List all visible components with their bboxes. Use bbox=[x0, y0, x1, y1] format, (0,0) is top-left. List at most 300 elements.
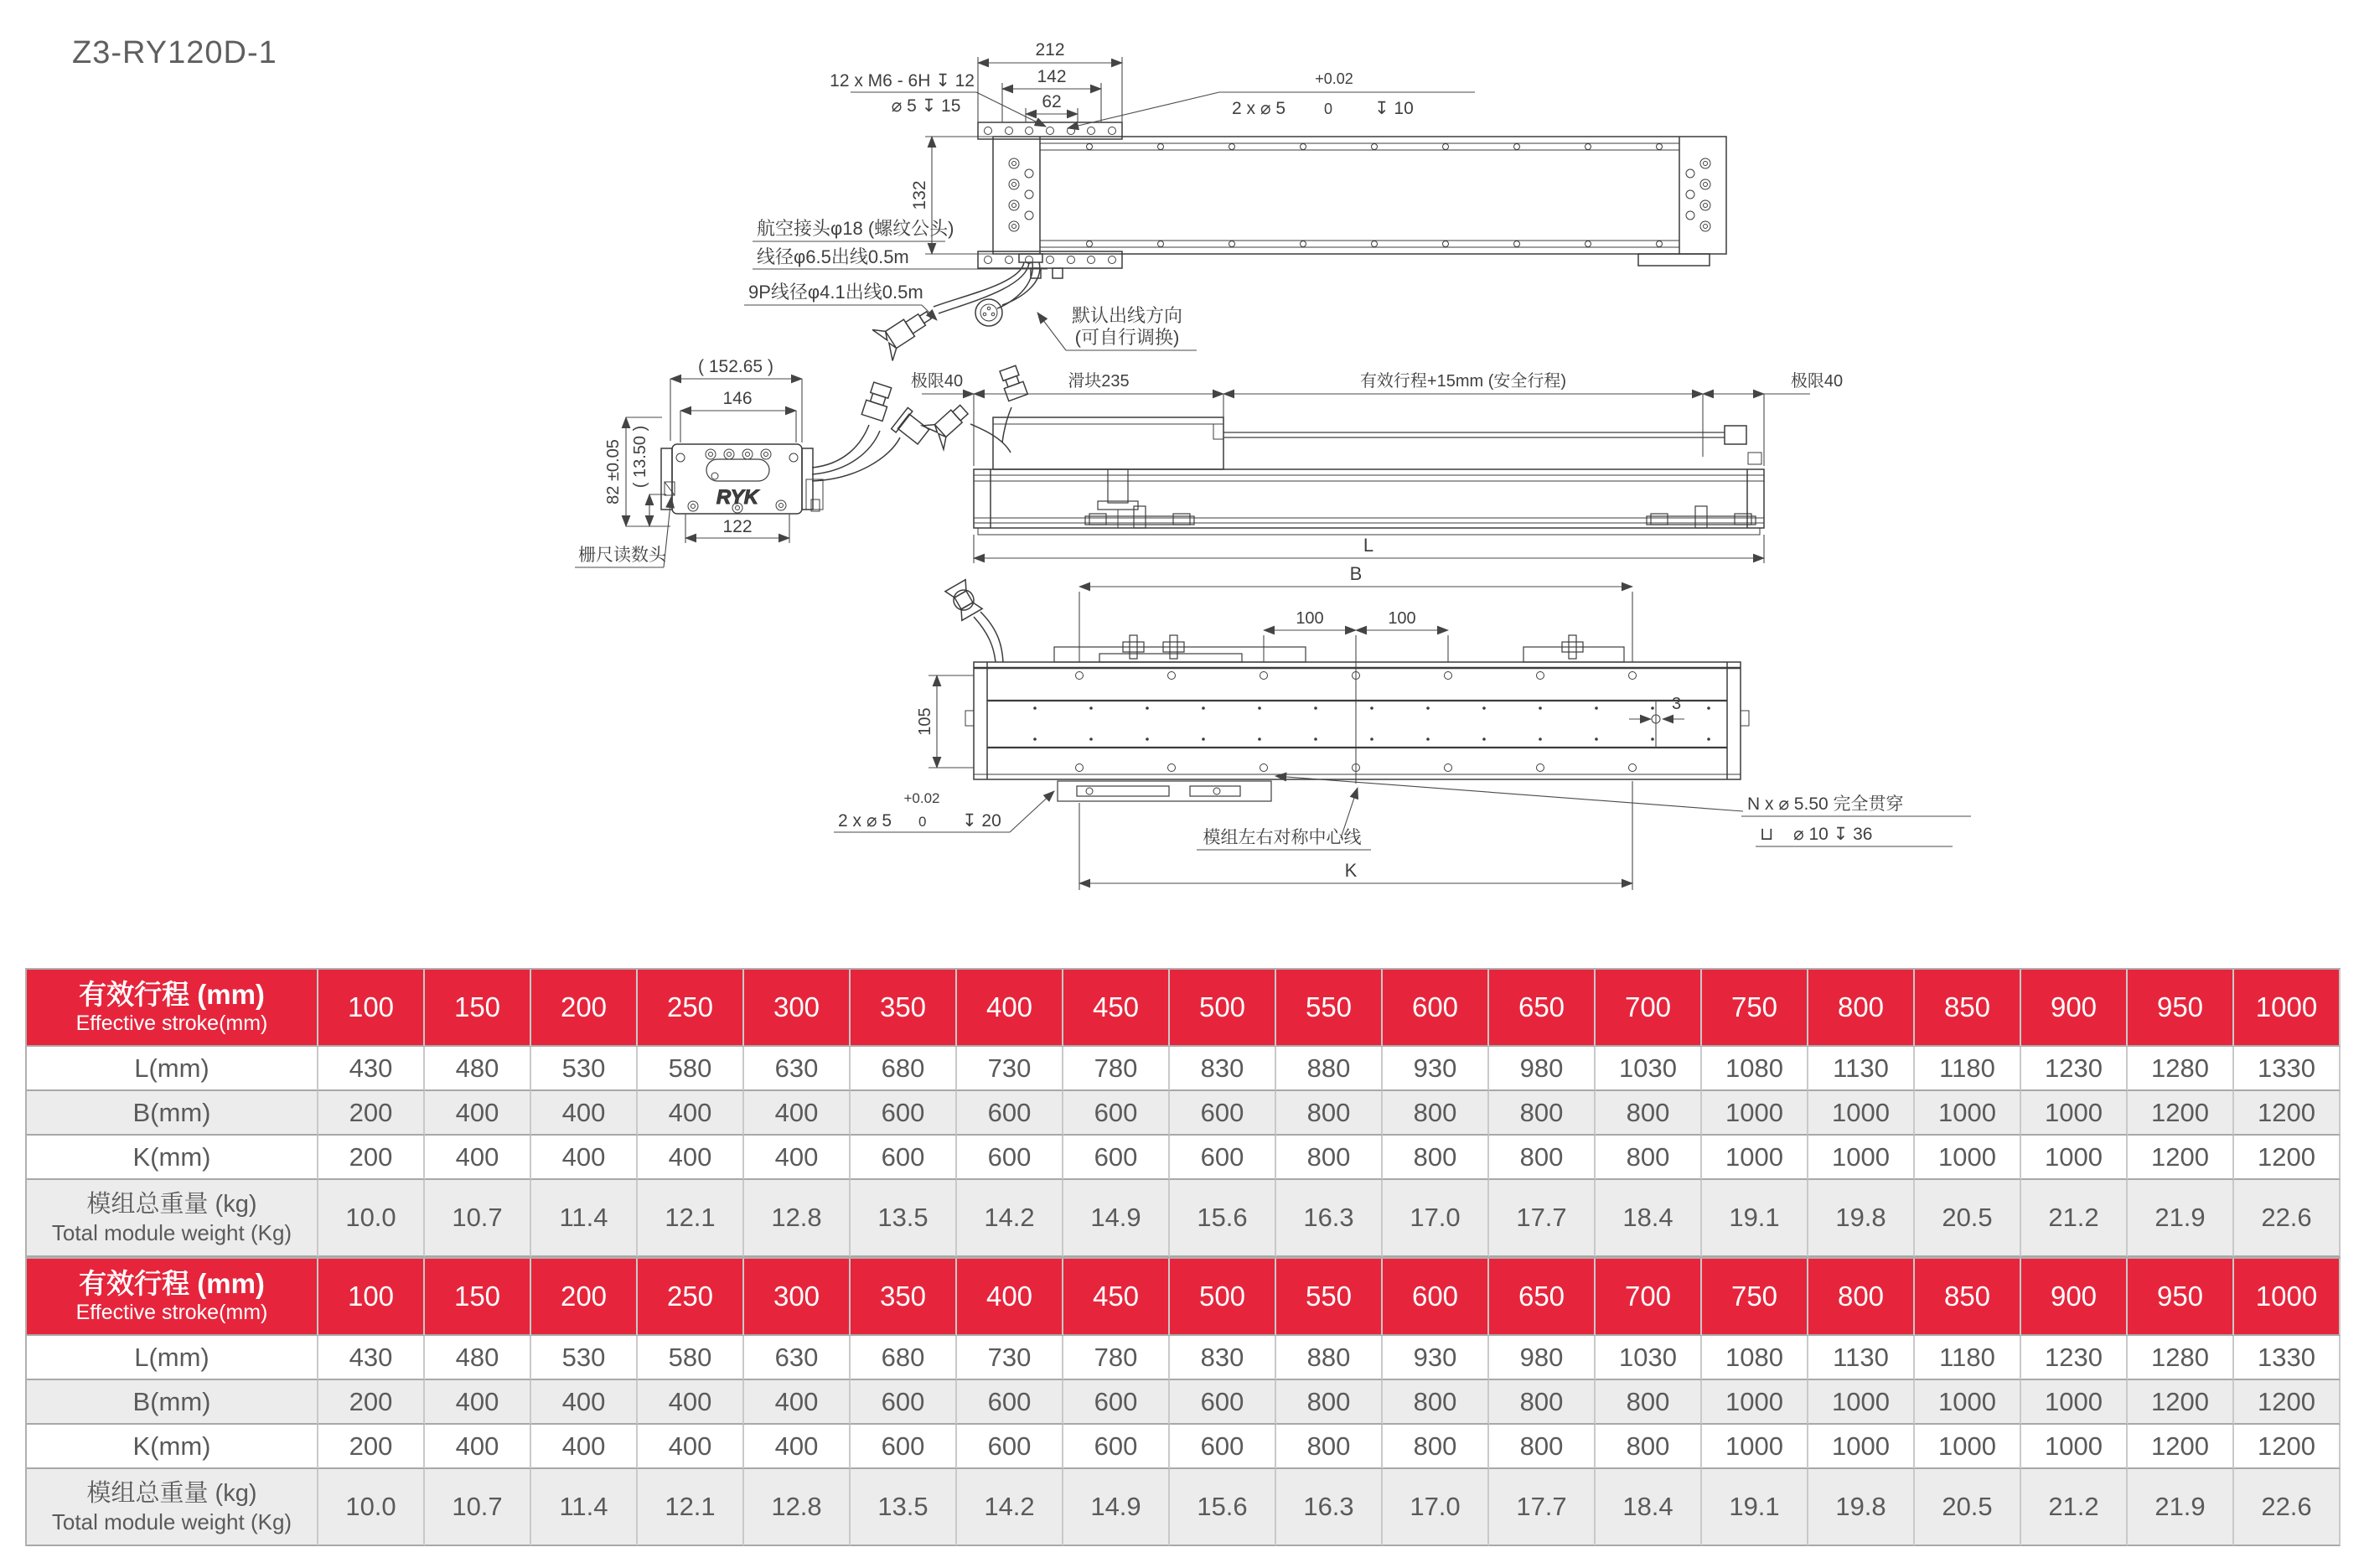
svg-text:(可自行调换): (可自行调换) bbox=[1074, 327, 1180, 348]
table-cell bbox=[318, 1091, 425, 1136]
callout-dowel-bottom bbox=[834, 790, 1054, 832]
weight-cell bbox=[1702, 1180, 1808, 1257]
weight-cell bbox=[425, 1180, 531, 1257]
weight-cell-text: 16.3 bbox=[1303, 1203, 1354, 1232]
callout-through-holes bbox=[1275, 776, 1971, 846]
table-cell-text: 800 bbox=[1626, 1141, 1670, 1172]
table-cell bbox=[318, 1047, 425, 1091]
table-cell-text: 630 bbox=[774, 1053, 819, 1083]
weight-cell-text: 12.8 bbox=[771, 1492, 822, 1521]
table-cell-text: 1000 bbox=[1725, 1431, 1783, 1461]
table-cell bbox=[638, 1047, 744, 1091]
table-cell-text: 1200 bbox=[2151, 1141, 2209, 1172]
table-cell bbox=[2234, 1425, 2341, 1469]
weight-cell bbox=[1915, 1469, 2021, 1546]
table-cell-text: 600 bbox=[881, 1386, 925, 1416]
table-cell-text: 400 bbox=[668, 1141, 712, 1172]
table-cell-text: 400 bbox=[774, 1141, 819, 1172]
table-cell bbox=[1596, 1336, 1702, 1380]
weight-cell bbox=[1276, 1180, 1383, 1257]
weight-cell bbox=[638, 1469, 744, 1546]
table-cell bbox=[1915, 1136, 2021, 1180]
table-cell bbox=[1808, 1091, 1915, 1136]
weight-cell-text: 20.5 bbox=[1942, 1203, 1993, 1232]
table-cell bbox=[1063, 1336, 1170, 1380]
stroke-header-value-text: 850 bbox=[1943, 1281, 1991, 1312]
table-cell-text: 1000 bbox=[1832, 1386, 1890, 1416]
table-cell-text: 1230 bbox=[2045, 1342, 2103, 1372]
table-cell-text: 1000 bbox=[1832, 1431, 1890, 1461]
weight-cell-text: 22.6 bbox=[2261, 1203, 2312, 1232]
weight-cell bbox=[1383, 1469, 1489, 1546]
stroke-header-value bbox=[531, 970, 638, 1047]
table-cell bbox=[744, 1425, 851, 1469]
weight-cell-text: 12.8 bbox=[771, 1203, 822, 1232]
svg-text:⌀ 5 ↧ 15: ⌀ 5 ↧ 15 bbox=[891, 96, 961, 116]
stroke-header-value bbox=[1808, 1259, 1915, 1336]
table-cell bbox=[1596, 1136, 1702, 1180]
table-cell-text: 200 bbox=[349, 1431, 393, 1461]
table-cell-text: 400 bbox=[668, 1386, 712, 1416]
table-cell-text: 400 bbox=[774, 1097, 819, 1127]
table-cell bbox=[1383, 1380, 1489, 1425]
aviation-connector-icon bbox=[975, 299, 1002, 326]
table-cell-text: 1000 bbox=[2045, 1141, 2103, 1172]
stroke-header-value bbox=[1808, 970, 1915, 1047]
stroke-header-value bbox=[318, 1259, 425, 1336]
top-view-cables bbox=[872, 254, 1042, 360]
table-cell-text: 800 bbox=[1626, 1386, 1670, 1416]
table-cell bbox=[1170, 1136, 1276, 1180]
end-view-cables bbox=[812, 381, 932, 481]
table-cell-text: 400 bbox=[668, 1431, 712, 1461]
table-cell-text: 1030 bbox=[1619, 1053, 1677, 1083]
stroke-header-value bbox=[1383, 1259, 1489, 1336]
center-line-label bbox=[1197, 788, 1371, 850]
weight-cell bbox=[2234, 1469, 2341, 1546]
table-cell-text: 800 bbox=[1519, 1431, 1564, 1461]
table-cell-text: 1000 bbox=[2045, 1097, 2103, 1127]
svg-text:2 x ⌀ 5: 2 x ⌀ 5 bbox=[838, 811, 892, 831]
table-cell-text: 1000 bbox=[1725, 1141, 1783, 1172]
table-cell bbox=[2234, 1136, 2341, 1180]
weight-cell bbox=[1702, 1469, 1808, 1546]
weight-cell-text: 15.6 bbox=[1197, 1203, 1248, 1232]
stroke-header-value bbox=[638, 1259, 744, 1336]
table-cell bbox=[957, 1380, 1063, 1425]
table-cell-text: 1200 bbox=[2151, 1386, 2209, 1416]
stroke-header-label bbox=[27, 1259, 318, 1336]
weight-cell bbox=[2128, 1469, 2234, 1546]
stroke-header-value-text: 450 bbox=[1092, 991, 1140, 1022]
stroke-header-value-text: 400 bbox=[985, 991, 1033, 1022]
table-cell bbox=[851, 1047, 957, 1091]
weight-cell bbox=[1276, 1469, 1383, 1546]
row-label bbox=[27, 1136, 318, 1180]
bottom-view-dots bbox=[1033, 706, 1710, 741]
table-cell bbox=[2021, 1336, 2128, 1380]
stroke-header-value-text: 150 bbox=[453, 991, 501, 1022]
9p-plug-icon bbox=[923, 398, 975, 450]
table-cell bbox=[425, 1380, 531, 1425]
stroke-header-value-text: 550 bbox=[1305, 991, 1353, 1022]
table-cell bbox=[531, 1091, 638, 1136]
stroke-header-value bbox=[425, 1259, 531, 1336]
table-cell bbox=[1489, 1336, 1596, 1380]
table-cell-text: 800 bbox=[1306, 1431, 1351, 1461]
table-cell-text: 400 bbox=[774, 1386, 819, 1416]
table-cell bbox=[1915, 1336, 2021, 1380]
stroke-header-label-text: Effective stroke(mm) bbox=[75, 1300, 268, 1324]
table-cell-text: 1000 bbox=[1725, 1097, 1783, 1127]
table-cell-text: 980 bbox=[1519, 1053, 1564, 1083]
9p-plug-icon bbox=[872, 300, 939, 361]
stroke-header-value bbox=[744, 1259, 851, 1336]
dim-3 bbox=[1629, 695, 1684, 748]
stroke-header-value-text: 350 bbox=[879, 991, 927, 1022]
table-cell bbox=[1063, 1047, 1170, 1091]
table-cell-text: 200 bbox=[349, 1386, 393, 1416]
row-label-text: L(mm) bbox=[134, 1053, 210, 1083]
weight-cell-text: 11.4 bbox=[559, 1492, 608, 1521]
weight-cell-text: 10.7 bbox=[452, 1203, 503, 1232]
svg-text:滑块235: 滑块235 bbox=[1068, 372, 1130, 391]
table-cell-text: 1030 bbox=[1619, 1342, 1677, 1372]
table-cell-text: 930 bbox=[1413, 1342, 1457, 1372]
weight-row-label bbox=[27, 1180, 318, 1257]
weight-cell bbox=[1808, 1469, 1915, 1546]
row-label bbox=[27, 1380, 318, 1425]
table-cell-text: 980 bbox=[1519, 1342, 1564, 1372]
table-cell bbox=[318, 1380, 425, 1425]
weight-cell bbox=[318, 1469, 425, 1546]
table-cell bbox=[744, 1380, 851, 1425]
table-cell bbox=[2021, 1380, 2128, 1425]
table-cell bbox=[1702, 1047, 1808, 1091]
weight-cell bbox=[2128, 1180, 2234, 1257]
stroke-header-value-text: 550 bbox=[1305, 1281, 1353, 1312]
table-cell-text: 1230 bbox=[2045, 1053, 2103, 1083]
table-cell-text: 1200 bbox=[2258, 1141, 2315, 1172]
weight-cell bbox=[425, 1469, 531, 1546]
weight-cell-text: 11.4 bbox=[559, 1203, 608, 1232]
stroke-header-value-text: 300 bbox=[773, 1281, 820, 1312]
table-cell bbox=[638, 1136, 744, 1180]
top-view-labels bbox=[744, 218, 1197, 350]
brand-logo: RYK bbox=[716, 486, 759, 509]
table-cell bbox=[531, 1380, 638, 1425]
table-cell bbox=[2128, 1047, 2234, 1091]
table-cell-text: 600 bbox=[1094, 1386, 1138, 1416]
weight-cell bbox=[1915, 1180, 2021, 1257]
table-cell-text: 930 bbox=[1413, 1053, 1457, 1083]
weight-cell bbox=[318, 1180, 425, 1257]
stroke-header-value bbox=[1170, 970, 1276, 1047]
stroke-header-value-text: 500 bbox=[1198, 991, 1246, 1022]
weight-cell-text: 10.7 bbox=[452, 1492, 503, 1521]
weight-row-label-text: Total module weight (Kg) bbox=[51, 1219, 292, 1245]
table-cell bbox=[638, 1091, 744, 1136]
svg-text:9P线径φ4.1出线0.5m: 9P线径φ4.1出线0.5m bbox=[748, 282, 923, 303]
svg-text:L: L bbox=[1363, 535, 1374, 556]
right-bottom-plate bbox=[1638, 254, 1710, 266]
bottom-view-plates bbox=[1054, 635, 1624, 662]
table-cell-text: 1180 bbox=[1939, 1342, 1995, 1372]
weight-cell-text: 15.6 bbox=[1197, 1492, 1248, 1521]
stroke-header-value bbox=[2234, 970, 2341, 1047]
table-cell-text: 1000 bbox=[1725, 1386, 1783, 1416]
table-cell bbox=[1808, 1136, 1915, 1180]
weight-cell-text: 20.5 bbox=[1942, 1492, 1993, 1521]
stroke-header-value-text: 450 bbox=[1092, 1281, 1140, 1312]
weight-cell bbox=[531, 1180, 638, 1257]
table-cell bbox=[1276, 1336, 1383, 1380]
spec-table-1 bbox=[25, 968, 2341, 1257]
stroke-header-label-text: 有效行程 (mm) bbox=[79, 979, 265, 1011]
svg-text:有效行程+15mm (安全行程): 有效行程+15mm (安全行程) bbox=[1359, 372, 1567, 391]
table-cell bbox=[744, 1336, 851, 1380]
svg-text:↧ 20: ↧ 20 bbox=[962, 811, 1001, 831]
stroke-header-value-text: 950 bbox=[2156, 1281, 2204, 1312]
table-cell-text: 600 bbox=[1094, 1431, 1138, 1461]
weight-cell bbox=[851, 1469, 957, 1546]
weight-cell bbox=[1489, 1469, 1596, 1546]
stroke-header-value-text: 650 bbox=[1518, 991, 1565, 1022]
table-cell bbox=[2128, 1091, 2234, 1136]
stroke-header-value bbox=[744, 970, 851, 1047]
rail-screws bbox=[1087, 144, 1663, 247]
table-cell-text: 1280 bbox=[2151, 1342, 2209, 1372]
row-label bbox=[27, 1336, 318, 1380]
table-cell bbox=[851, 1380, 957, 1425]
table-cell-text: 200 bbox=[349, 1097, 393, 1127]
top-view-body bbox=[993, 137, 1726, 254]
svg-text:K: K bbox=[1344, 860, 1358, 881]
stroke-header-value bbox=[1383, 970, 1489, 1047]
table-cell-text: 1180 bbox=[1939, 1053, 1995, 1083]
stroke-header-value-text: 750 bbox=[1730, 1281, 1778, 1312]
weight-cell bbox=[957, 1469, 1063, 1546]
bottom-view-body bbox=[965, 662, 1749, 779]
table-cell bbox=[2021, 1136, 2128, 1180]
stroke-header-label-text: 有效行程 (mm) bbox=[79, 1268, 265, 1300]
weight-cell-text: 21.2 bbox=[2048, 1492, 2099, 1521]
table-cell-text: 800 bbox=[1306, 1141, 1351, 1172]
table-cell bbox=[1170, 1380, 1276, 1425]
svg-text:极限40: 极限40 bbox=[1790, 372, 1844, 391]
weight-cell-text: 13.5 bbox=[877, 1203, 929, 1232]
weight-cell-text: 21.9 bbox=[2154, 1203, 2206, 1232]
weight-cell bbox=[1170, 1180, 1276, 1257]
table-cell bbox=[744, 1091, 851, 1136]
table-cell bbox=[425, 1136, 531, 1180]
stroke-header-value-text: 250 bbox=[666, 1281, 714, 1312]
table-cell-text: 400 bbox=[561, 1097, 606, 1127]
weight-cell bbox=[1170, 1469, 1276, 1546]
weight-cell-text: 19.1 bbox=[1729, 1203, 1780, 1232]
svg-text:82 ±0.05: 82 ±0.05 bbox=[604, 439, 623, 505]
bottom-view bbox=[834, 563, 1971, 890]
weight-cell-text: 12.1 bbox=[665, 1203, 716, 1232]
weight-cell bbox=[1383, 1180, 1489, 1257]
stroke-header-value-text: 700 bbox=[1624, 1281, 1672, 1312]
table-cell bbox=[1915, 1425, 2021, 1469]
table-cell-text: 1000 bbox=[1938, 1431, 1996, 1461]
svg-text:0: 0 bbox=[918, 814, 927, 830]
stroke-header-value-text: 900 bbox=[2050, 991, 2098, 1022]
table-cell-text: 580 bbox=[668, 1053, 712, 1083]
side-view-body bbox=[974, 417, 1764, 535]
svg-text:100: 100 bbox=[1388, 609, 1416, 628]
table-cell-text: 400 bbox=[561, 1431, 606, 1461]
weight-cell bbox=[1596, 1180, 1702, 1257]
table-cell bbox=[2234, 1091, 2341, 1136]
weight-cell-text: 14.9 bbox=[1090, 1203, 1141, 1232]
bottom-view-plug bbox=[945, 580, 1003, 662]
table-cell bbox=[1170, 1047, 1276, 1091]
table-cell bbox=[531, 1425, 638, 1469]
table-cell bbox=[1489, 1425, 1596, 1469]
table-cell bbox=[425, 1047, 531, 1091]
stroke-header-value bbox=[1063, 1259, 1170, 1336]
stroke-header-value-text: 150 bbox=[453, 1281, 501, 1312]
table-cell bbox=[531, 1136, 638, 1180]
table-cell bbox=[744, 1047, 851, 1091]
svg-text:⊔: ⊔ bbox=[1760, 825, 1774, 844]
table-cell bbox=[1808, 1425, 1915, 1469]
table-cell-text: 600 bbox=[1200, 1097, 1244, 1127]
table-cell-text: 1200 bbox=[2258, 1431, 2315, 1461]
table-cell-text: 1280 bbox=[2151, 1053, 2209, 1083]
stroke-header-value-text: 250 bbox=[666, 991, 714, 1022]
table-cell bbox=[1383, 1047, 1489, 1091]
table-cell bbox=[2021, 1091, 2128, 1136]
table-cell-text: 430 bbox=[349, 1053, 393, 1083]
table-cell-text: 1000 bbox=[1938, 1097, 1996, 1127]
stroke-header-value bbox=[2128, 970, 2234, 1047]
svg-text:线径φ6.5出线0.5m: 线径φ6.5出线0.5m bbox=[757, 246, 909, 267]
stroke-header-value bbox=[425, 970, 531, 1047]
svg-text:N x ⌀ 5.50 完全贯穿: N x ⌀ 5.50 完全贯穿 bbox=[1747, 794, 1904, 814]
table-cell-text: 1000 bbox=[1938, 1386, 1996, 1416]
weight-cell-text: 19.8 bbox=[1835, 1203, 1886, 1232]
table-cell-text: 530 bbox=[561, 1342, 606, 1372]
stroke-header-value-text: 200 bbox=[560, 991, 608, 1022]
table-cell bbox=[638, 1336, 744, 1380]
table-cell-text: 400 bbox=[455, 1431, 499, 1461]
table-cell bbox=[2234, 1336, 2341, 1380]
stroke-header-value bbox=[1915, 970, 2021, 1047]
table-cell-text: 880 bbox=[1306, 1342, 1351, 1372]
table-cell bbox=[1915, 1047, 2021, 1091]
weight-cell-text: 14.2 bbox=[984, 1492, 1035, 1521]
table-cell bbox=[1383, 1091, 1489, 1136]
table-cell bbox=[1702, 1136, 1808, 1180]
weight-cell-text: 18.4 bbox=[1622, 1492, 1673, 1521]
weight-cell-text: 14.2 bbox=[984, 1203, 1035, 1232]
table-cell-text: 480 bbox=[455, 1342, 499, 1372]
stroke-header-value bbox=[1489, 1259, 1596, 1336]
table-cell bbox=[318, 1425, 425, 1469]
carriage-plate-bottom bbox=[978, 251, 1122, 278]
table-cell bbox=[957, 1425, 1063, 1469]
weight-cell bbox=[1808, 1180, 1915, 1257]
table-cell-text: 800 bbox=[1413, 1431, 1457, 1461]
table-cell bbox=[638, 1425, 744, 1469]
weight-cell bbox=[957, 1180, 1063, 1257]
callout-dowel-holes bbox=[1068, 70, 1475, 128]
table-cell bbox=[1063, 1425, 1170, 1469]
svg-text:B: B bbox=[1349, 563, 1363, 584]
stroke-header-value-text: 300 bbox=[773, 991, 820, 1022]
table-cell bbox=[1276, 1425, 1383, 1469]
weight-cell bbox=[744, 1180, 851, 1257]
table-cell-text: 1330 bbox=[2258, 1053, 2315, 1083]
table-cell bbox=[1383, 1336, 1489, 1380]
table-cell-text: 600 bbox=[881, 1097, 925, 1127]
table-cell bbox=[2234, 1047, 2341, 1091]
table-cell bbox=[1276, 1047, 1383, 1091]
table-cell-text: 800 bbox=[1306, 1386, 1351, 1416]
table-cell-text: 530 bbox=[561, 1053, 606, 1083]
table-cell-text: 1200 bbox=[2151, 1097, 2209, 1127]
stroke-header-value bbox=[957, 1259, 1063, 1336]
table-cell bbox=[957, 1047, 1063, 1091]
svg-text:栅尺读数头: 栅尺读数头 bbox=[578, 546, 666, 565]
weight-cell bbox=[531, 1469, 638, 1546]
table-cell bbox=[1063, 1380, 1170, 1425]
svg-text:3: 3 bbox=[1672, 695, 1682, 713]
table-cell-text: 800 bbox=[1519, 1386, 1564, 1416]
weight-cell-text: 12.1 bbox=[665, 1492, 716, 1521]
slider-block bbox=[993, 417, 1223, 469]
table-cell bbox=[2128, 1136, 2234, 1180]
weight-cell bbox=[2021, 1180, 2128, 1257]
table-cell-text: 600 bbox=[1094, 1141, 1138, 1172]
table-cell-text: 600 bbox=[987, 1097, 1032, 1127]
stroke-header-value bbox=[2021, 970, 2128, 1047]
table-cell bbox=[318, 1136, 425, 1180]
table-cell bbox=[531, 1336, 638, 1380]
table-cell-text: 400 bbox=[774, 1431, 819, 1461]
table-cell bbox=[1063, 1091, 1170, 1136]
stroke-header-value-text: 850 bbox=[1943, 991, 1991, 1022]
weight-cell-text: 21.9 bbox=[2154, 1492, 2206, 1521]
stroke-header-value-text: 1000 bbox=[2255, 1281, 2318, 1312]
table-cell-text: 400 bbox=[455, 1386, 499, 1416]
table-cell bbox=[1702, 1380, 1808, 1425]
stroke-header-value-text: 600 bbox=[1411, 1281, 1459, 1312]
weight-cell-text: 10.0 bbox=[345, 1203, 396, 1232]
table-cell bbox=[425, 1425, 531, 1469]
svg-text:+0.02: +0.02 bbox=[1315, 70, 1353, 87]
stroke-header-value bbox=[851, 1259, 957, 1336]
stroke-header-value bbox=[1702, 1259, 1808, 1336]
svg-text:132: 132 bbox=[910, 180, 929, 210]
bottom-view-dims-top bbox=[1079, 563, 1632, 784]
weight-cell bbox=[2234, 1180, 2341, 1257]
weight-cell-text: 21.2 bbox=[2048, 1203, 2099, 1232]
table-cell bbox=[1702, 1336, 1808, 1380]
svg-text:12 x M6 - 6H ↧ 12: 12 x M6 - 6H ↧ 12 bbox=[830, 71, 975, 91]
table-cell-text: 1000 bbox=[1832, 1141, 1890, 1172]
table-cell-text: 800 bbox=[1413, 1386, 1457, 1416]
table-cell bbox=[744, 1136, 851, 1180]
stroke-header-value-text: 400 bbox=[985, 1281, 1033, 1312]
table-cell bbox=[1702, 1425, 1808, 1469]
weight-cell-text: 13.5 bbox=[877, 1492, 929, 1521]
stroke-header-value-text: 200 bbox=[560, 1281, 608, 1312]
